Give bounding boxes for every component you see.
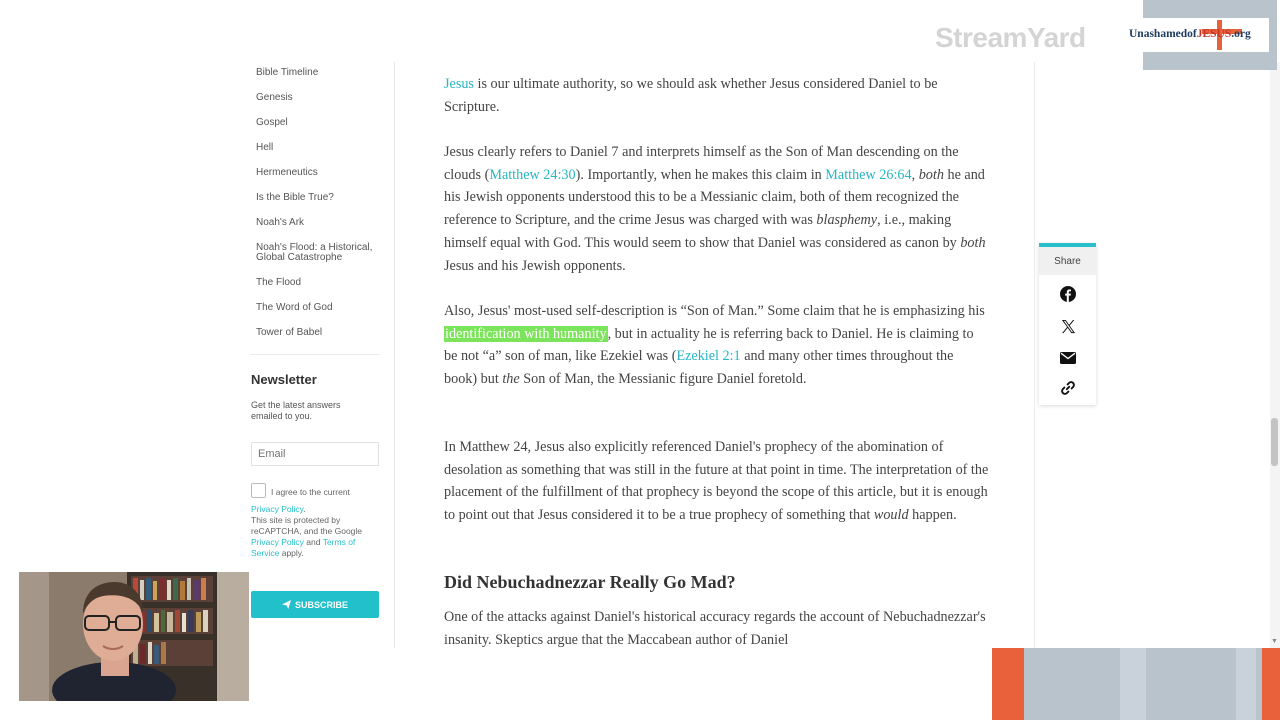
category-link[interactable]: Hermeneutics — [256, 167, 318, 178]
streamyard-watermark: StreamYard — [935, 22, 1086, 53]
category-link[interactable]: Bible Timeline — [256, 67, 319, 78]
category-link[interactable]: Tower of Babel — [256, 327, 323, 338]
subscribe-label: SUBSCRIBE — [294, 599, 348, 610]
category-link[interactable]: Is the Bible True? — [256, 192, 334, 203]
paragraph: One of the attacks against Daniel's historical accuracy regards the account of Nebuchadnezzar's insanity. Skeptics argue that the Maccabean author of Daniel — [444, 609, 986, 648]
paragraph-text: , but in actuality he is referring back to Daniel. He is claiming to be not “a” son of man, like Ezekiel was ( — [444, 325, 974, 365]
matthew-24-30-link[interactable]: Matthew 24:30 — [489, 166, 576, 183]
sidebar — [236, 62, 395, 648]
jesus-link[interactable]: Jesus — [444, 76, 474, 92]
paper-plane-icon — [282, 600, 291, 609]
x-icon — [1061, 319, 1076, 334]
article-body — [444, 0, 990, 648]
x-share-button[interactable] — [1058, 316, 1078, 336]
consent-label: I agree to the current — [271, 487, 350, 497]
paragraph-text: Also, Jesus' most-used self-description is “Son of Man.” Some claim that he is emphasizing his — [444, 303, 985, 319]
emphasis: both — [918, 166, 944, 183]
ezekiel-2-1-link[interactable]: Ezekiel 2:1 — [676, 348, 741, 365]
paragraph — [444, 141, 990, 277]
newsletter-description: Get the latest answers emailed to you. — [251, 400, 341, 421]
emphasis: both — [960, 234, 986, 251]
newsletter-title: Newsletter — [251, 372, 317, 387]
paragraph — [444, 73, 990, 118]
consent-details — [251, 504, 383, 559]
emphasis: blasphemy — [816, 212, 878, 229]
scrollbar-thumb[interactable] — [1271, 418, 1278, 466]
paragraph-text: Jesus and his Jewish opponents. — [444, 257, 626, 274]
scrollbar-track[interactable] — [1270, 62, 1280, 648]
brand-logo — [1129, 28, 1251, 40]
email-share-button[interactable] — [1058, 348, 1078, 368]
paragraph-text: , i.e., making himself equal with God. This would seem to show that Daniel was considered as canon by — [444, 212, 961, 251]
and-text: and — [306, 537, 321, 547]
section-heading: Did Nebuchadnezzar Really Go Mad? — [444, 572, 736, 592]
brand-text-a: Unashamedof — [1129, 28, 1197, 40]
paragraph-text: is our ultimate authority, so we should ask whether Jesus considered Daniel to be Scripture. — [444, 76, 938, 115]
decorative-strip — [992, 648, 1280, 720]
highlighted-text: identification with humanity — [445, 325, 607, 342]
paragraph — [444, 436, 990, 527]
category-link[interactable]: The Word of God — [256, 302, 333, 313]
email-icon — [1060, 352, 1076, 364]
copy-link-button[interactable] — [1058, 378, 1078, 398]
presenter-video-icon — [19, 572, 249, 701]
privacy-policy-link[interactable]: Privacy Policy — [251, 504, 304, 514]
matthew-26-64-link[interactable]: Matthew 26:64 — [825, 166, 912, 183]
paragraph-text: and many other times throughout the book) but — [444, 348, 954, 388]
apply-text: apply. — [281, 548, 304, 558]
paragraph-text: Jesus clearly refers to Daniel 7 and interprets himself as the Son of Man descending on the clouds ( — [444, 144, 959, 183]
category-link[interactable]: The Flood — [256, 277, 302, 288]
category-link[interactable]: Noah's Ark — [256, 217, 305, 228]
brand-text-c: .org — [1231, 28, 1251, 40]
recaptcha-text: This site is protected by reCAPTCHA, and the Google — [251, 515, 363, 536]
email-input[interactable] — [251, 442, 379, 466]
link-icon — [1060, 380, 1076, 396]
google-privacy-link[interactable]: Privacy Policy — [251, 537, 304, 547]
share-label: Share — [1039, 247, 1096, 275]
subscribe-button[interactable] — [251, 591, 379, 618]
paragraph — [444, 300, 990, 391]
category-link[interactable]: Noah's Flood: a Historical, Global Catastrophe — [256, 242, 373, 263]
paragraph-text: Son of Man, the Messianic figure Daniel foretold. — [519, 371, 807, 388]
category-link[interactable]: Hell — [256, 142, 274, 153]
emphasis: the — [502, 371, 520, 388]
period: . — [303, 504, 306, 514]
facebook-share-button[interactable] — [1058, 284, 1078, 304]
category-link[interactable]: Genesis — [256, 92, 293, 103]
consent-checkbox[interactable] — [251, 483, 266, 498]
paragraph-text: In Matthew 24, Jesus also explicitly referenced Daniel's prophecy of the abomination of desolation as something that was still in the future at that point in time. The interpretation of the placement of the fulfillment of that prophecy is beyond the scope of this article, but it is enough to point out that Jesus considered it to be a true prophecy of something that — [444, 439, 989, 524]
facebook-icon — [1060, 286, 1076, 302]
paragraph-text: ). Importantly, when he makes this claim in — [575, 166, 826, 183]
paragraph-text: , — [911, 166, 919, 183]
scroll-down-icon[interactable]: ▼ — [1271, 638, 1278, 645]
webcam-feed — [19, 572, 249, 701]
paragraph-text: he and his Jewish opponents understood this to be a Messianic claim, both of them recognized the reference to Scripture, and the crime Jesus was charged with was — [444, 166, 985, 229]
brand-text-b: JESUS — [1196, 28, 1232, 40]
divider — [250, 354, 380, 355]
emphasis: would — [873, 507, 909, 524]
paragraph-text: happen. — [908, 507, 957, 524]
category-link[interactable]: Gospel — [256, 117, 288, 128]
divider — [1034, 62, 1035, 648]
share-widget — [1039, 243, 1096, 405]
terms-link[interactable]: Terms of Service — [251, 537, 356, 558]
